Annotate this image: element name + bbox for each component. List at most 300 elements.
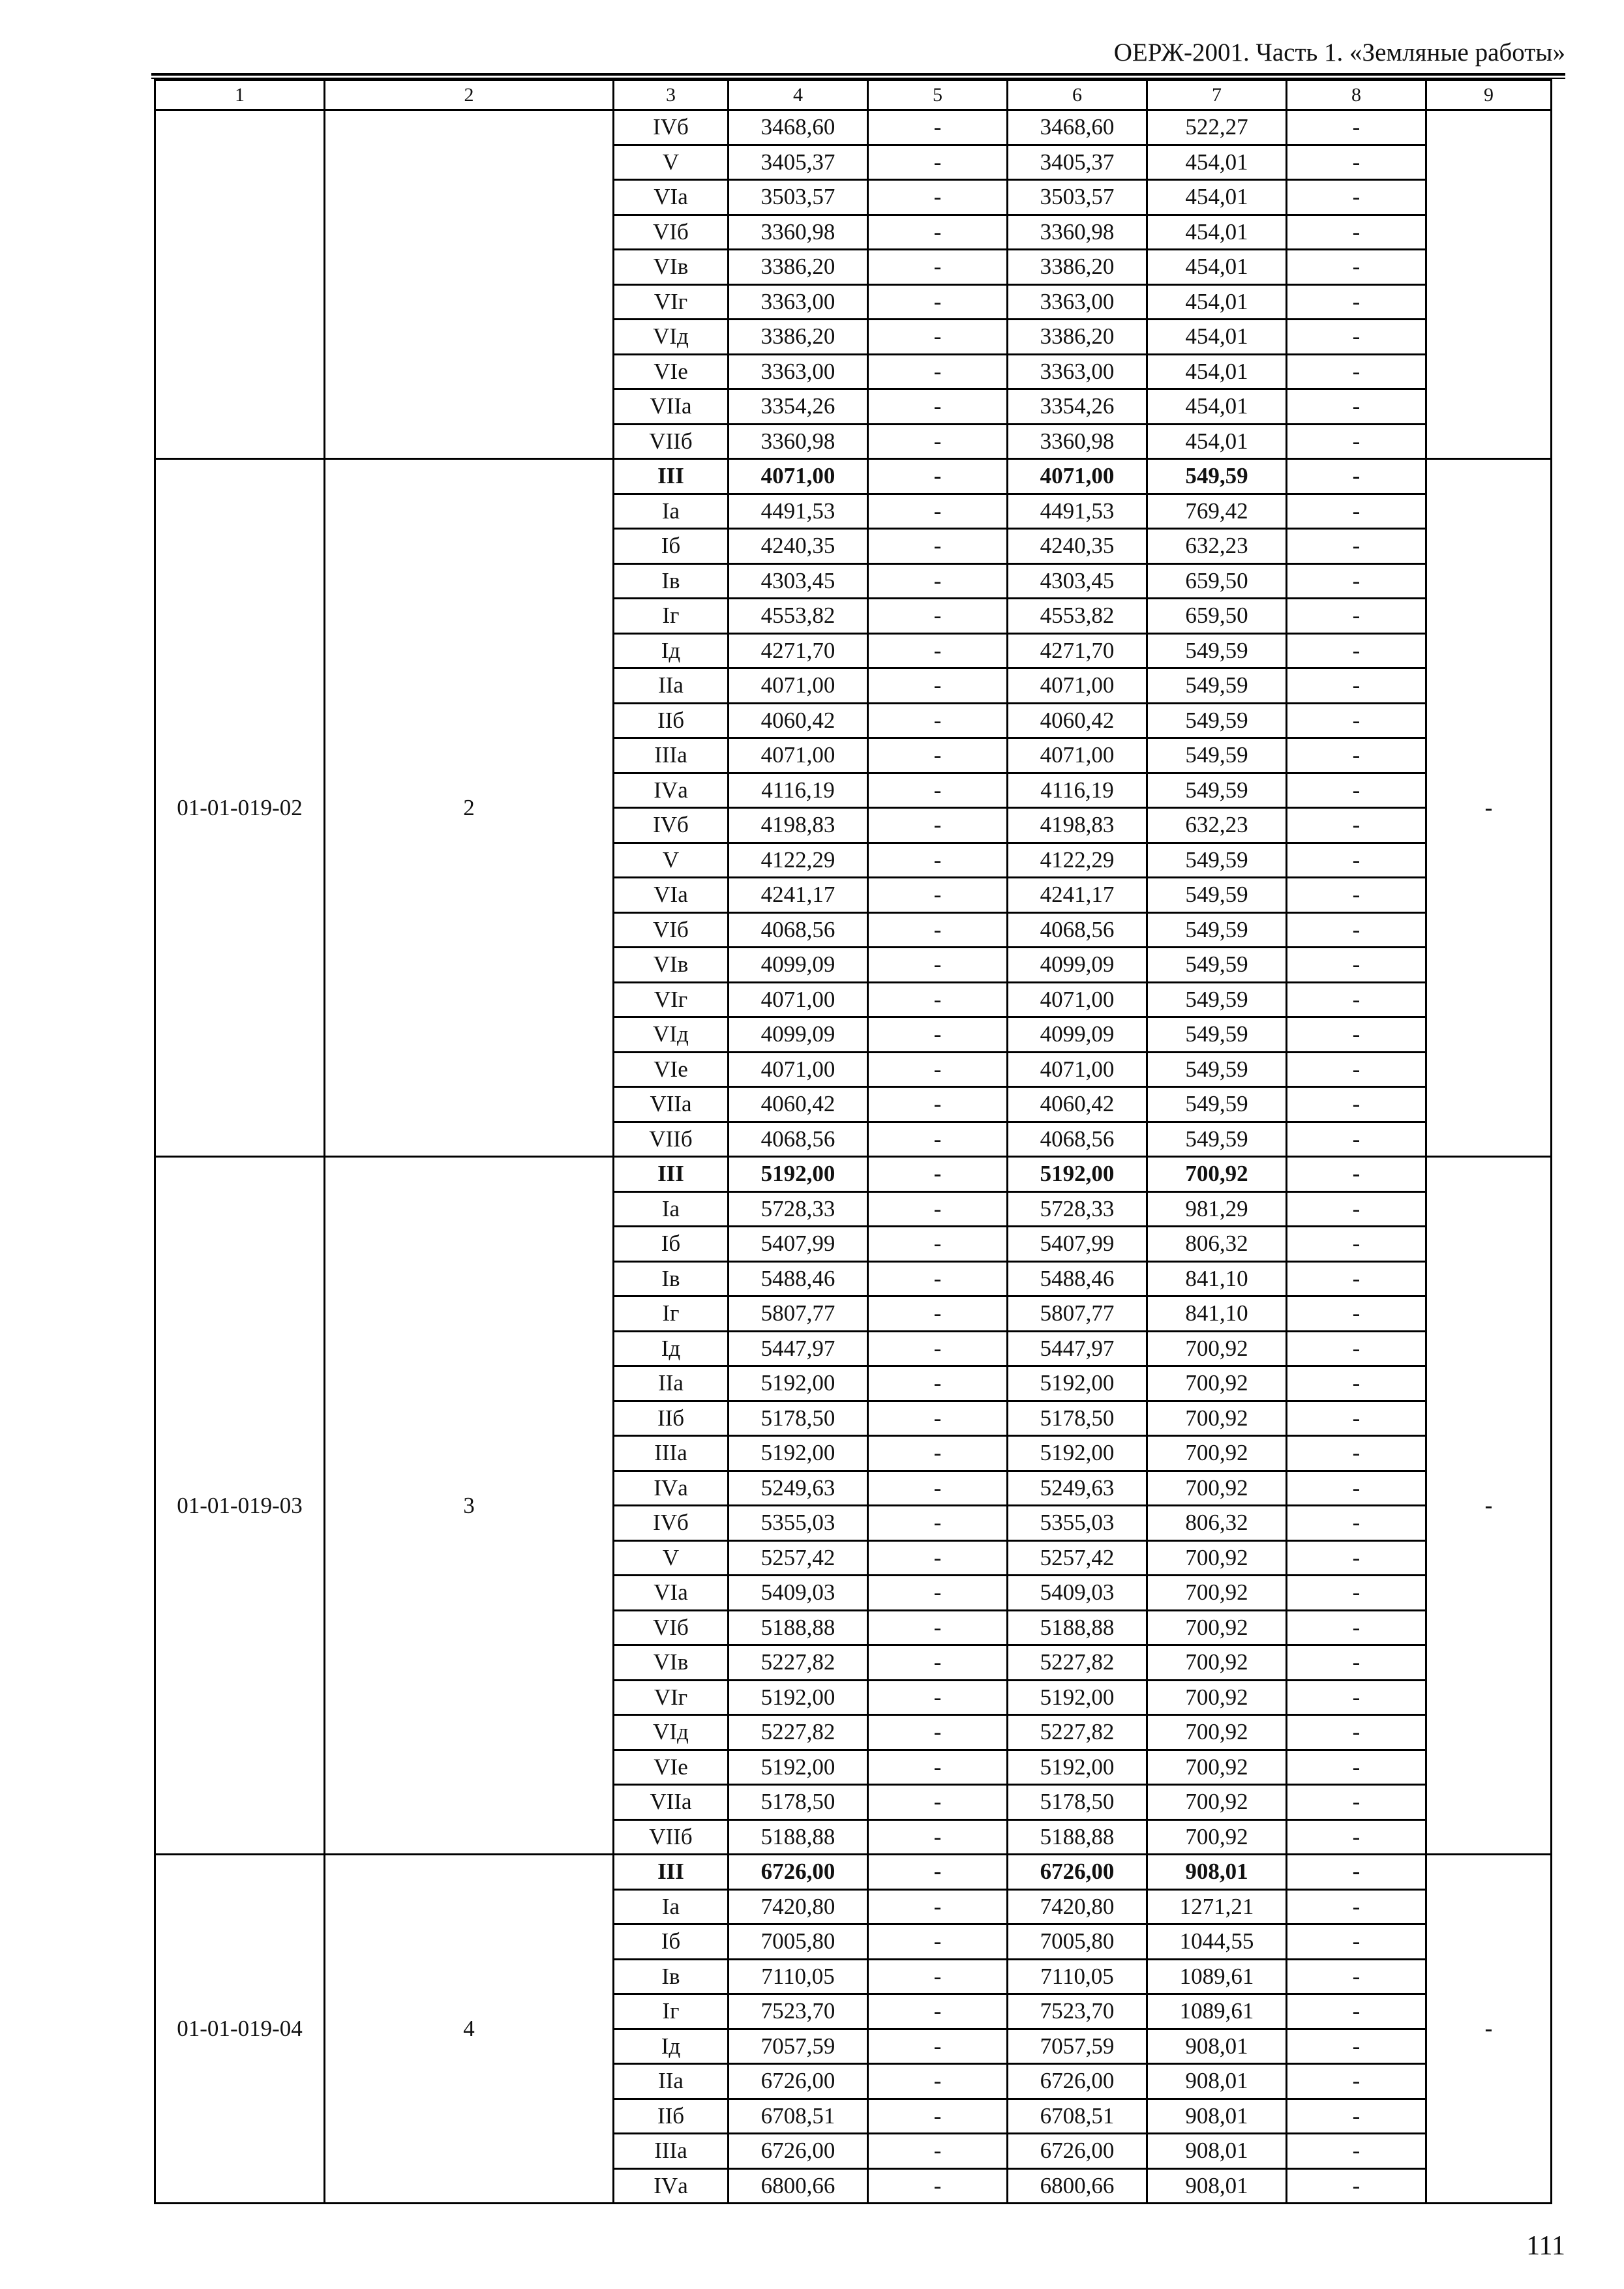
value-cell: - [1287,1506,1426,1541]
value-cell: 7005,80 [1008,1924,1147,1960]
value-cell: 4099,09 [1008,948,1147,983]
value-cell: 454,01 [1147,320,1287,355]
value-cell: 549,59 [1147,668,1287,704]
value-cell: 5227,82 [729,1715,868,1750]
value-cell: 700,92 [1147,1436,1287,1471]
soil-class-cell: VIIб [614,1122,729,1157]
column-number: 4 [729,80,868,110]
value-cell: 4060,42 [729,1087,868,1122]
value-cell: 3468,60 [1008,110,1147,145]
value-cell: 6726,00 [1008,2064,1147,2099]
value-cell: 4240,35 [729,529,868,564]
value-cell: 5409,03 [1008,1576,1147,1611]
value-cell: 3468,60 [729,110,868,145]
value-cell: - [1287,1401,1426,1436]
value-cell: - [1287,1540,1426,1576]
value-cell: - [868,1715,1008,1750]
value-cell: 7523,70 [1008,1994,1147,2029]
value-cell: 454,01 [1147,215,1287,250]
value-cell: - [1287,2168,1426,2204]
value-cell: - [1287,1645,1426,1681]
value-cell: 5257,42 [729,1540,868,1576]
value-cell: 3503,57 [729,180,868,215]
value-cell: - [1287,773,1426,808]
value-cell: - [1287,912,1426,948]
value-cell: - [1287,1122,1426,1157]
value-cell: 5728,33 [1008,1191,1147,1227]
value-cell: - [868,2168,1008,2204]
value-cell: - [868,1261,1008,1296]
value-cell: 4303,45 [729,563,868,599]
soil-class-cell: VIб [614,1610,729,1645]
value-cell: - [868,563,1008,599]
rate-code-cell: 01-01-019-03 [155,1157,325,1855]
column-number: 9 [1426,80,1552,110]
value-cell: 3405,37 [729,145,868,180]
value-cell: 454,01 [1147,389,1287,425]
soil-class-cell: VIд [614,1017,729,1053]
soil-class-cell: VIIб [614,1819,729,1855]
value-cell: 3360,98 [1008,424,1147,459]
soil-class-cell: III [614,1855,729,1890]
value-cell: 4116,19 [729,773,868,808]
value-cell: - [1287,529,1426,564]
value-cell: 5407,99 [729,1227,868,1262]
soil-class-cell: Iв [614,563,729,599]
value-cell: - [868,459,1008,494]
value-cell: - [1287,1017,1426,1053]
value-cell: 700,92 [1147,1471,1287,1506]
soil-class-cell: Iд [614,2029,729,2064]
soil-class-cell: Iа [614,1889,729,1924]
value-cell: 549,59 [1147,948,1287,983]
header-rule-thick [151,73,1565,76]
soil-class-cell: IVа [614,2168,729,2204]
soil-class-cell: IVа [614,1471,729,1506]
value-cell: - [868,1889,1008,1924]
value-cell: 5188,88 [1008,1819,1147,1855]
value-cell: - [868,250,1008,285]
rate-name-cell: 2 [325,459,614,1157]
value-cell: 5728,33 [729,1191,868,1227]
value-cell: 7420,80 [1008,1889,1147,1924]
soil-class-cell: IIб [614,703,729,738]
value-cell: - [868,389,1008,425]
value-cell: - [1287,424,1426,459]
value-cell: 6800,66 [729,2168,868,2204]
value-cell: - [1287,1191,1426,1227]
value-cell: - [1287,1715,1426,1750]
value-cell: 3354,26 [729,389,868,425]
value-cell: 5407,99 [1008,1227,1147,1262]
value-cell: 3363,00 [1008,354,1147,389]
soil-class-cell: IIа [614,1366,729,1401]
value-cell: - [1287,2029,1426,2064]
value-cell: - [868,215,1008,250]
value-cell: 5192,00 [729,1680,868,1715]
soil-class-cell: VIв [614,1645,729,1681]
soil-class-cell: Iг [614,1296,729,1332]
value-cell: 4071,00 [1008,668,1147,704]
column-number: 1 [155,80,325,110]
value-cell: 4271,70 [729,633,868,668]
soil-class-cell: VIIб [614,424,729,459]
value-cell: - [1287,145,1426,180]
soil-class-cell: IIIа [614,738,729,773]
value-cell: - [868,703,1008,738]
value-cell: 3363,00 [729,354,868,389]
value-cell: 522,27 [1147,110,1287,145]
value-cell: 6800,66 [1008,2168,1147,2204]
value-cell: 549,59 [1147,1017,1287,1053]
value-cell: - [868,773,1008,808]
value-cell: - [868,599,1008,634]
value-cell: 549,59 [1147,773,1287,808]
value-cell: 5188,88 [729,1610,868,1645]
value-cell: 3386,20 [729,320,868,355]
value-cell: - [1287,843,1426,878]
value-cell: 981,29 [1147,1191,1287,1227]
value-cell: - [868,2064,1008,2099]
value-cell: - [1287,215,1426,250]
value-cell: 4198,83 [1008,808,1147,843]
value-cell: 5227,82 [1008,1645,1147,1681]
value-cell: 4071,00 [1008,1052,1147,1087]
value-cell: 908,01 [1147,2029,1287,2064]
value-cell: - [868,1122,1008,1157]
soil-class-cell: IIб [614,2099,729,2134]
value-cell: 769,42 [1147,494,1287,529]
column-number: 5 [868,80,1008,110]
column-number: 7 [1147,80,1287,110]
soil-class-cell: VIIа [614,1785,729,1820]
value-cell: 806,32 [1147,1506,1287,1541]
value-cell: 700,92 [1147,1157,1287,1192]
value-cell: - [868,1017,1008,1053]
value-cell: 632,23 [1147,529,1287,564]
value-cell: 4071,00 [729,982,868,1017]
value-cell: 5488,46 [729,1261,868,1296]
value-cell: 632,23 [1147,808,1287,843]
soil-class-cell: VIв [614,250,729,285]
value-cell: 3386,20 [1008,320,1147,355]
value-cell: - [868,1924,1008,1960]
value-cell: 454,01 [1147,250,1287,285]
soil-class-cell: VIд [614,1715,729,1750]
value-cell: - [868,1052,1008,1087]
table-row [155,1157,1552,1192]
soil-class-cell: VIе [614,1052,729,1087]
value-cell: 549,59 [1147,878,1287,913]
value-cell: - [1287,494,1426,529]
value-cell: 3360,98 [729,215,868,250]
value-cell: - [1287,1610,1426,1645]
value-cell: 5192,00 [729,1750,868,1785]
value-cell: 4271,70 [1008,633,1147,668]
soil-class-cell: III [614,459,729,494]
value-cell: 4241,17 [729,878,868,913]
value-cell: - [868,2134,1008,2169]
value-cell: 7110,05 [729,1959,868,1994]
soil-class-cell: IVб [614,1506,729,1541]
value-cell: - [1287,1227,1426,1262]
value-cell: - [1287,563,1426,599]
value-cell: 4071,00 [729,668,868,704]
value-cell: 5188,88 [1008,1610,1147,1645]
value-cell: 4553,82 [1008,599,1147,634]
value-cell: 5192,00 [1008,1366,1147,1401]
value-cell: - [1287,1889,1426,1924]
soil-class-cell: VIе [614,1750,729,1785]
value-cell: 3363,00 [1008,284,1147,320]
soil-class-cell: VIа [614,878,729,913]
value-cell: 841,10 [1147,1261,1287,1296]
value-cell: 549,59 [1147,912,1287,948]
column-9-cell: - [1426,1855,1552,2204]
value-cell: 4099,09 [729,1017,868,1053]
value-cell: - [868,808,1008,843]
value-cell: - [1287,1296,1426,1332]
soil-class-cell: Iг [614,599,729,634]
value-cell: 5249,63 [729,1471,868,1506]
value-cell: - [1287,1785,1426,1820]
value-cell: - [1287,633,1426,668]
value-cell: - [868,1576,1008,1611]
value-cell: 4553,82 [729,599,868,634]
value-cell: 4060,42 [1008,1087,1147,1122]
value-cell: 5192,00 [1008,1680,1147,1715]
value-cell: - [868,912,1008,948]
value-cell: 6708,51 [729,2099,868,2134]
value-cell: 4068,56 [1008,1122,1147,1157]
soil-class-cell: Iб [614,1924,729,1960]
soil-class-cell: Iд [614,1331,729,1366]
soil-class-cell: IIIа [614,2134,729,2169]
table-row [155,1855,1552,1890]
value-cell: - [1287,1750,1426,1785]
value-cell: 1089,61 [1147,1959,1287,1994]
value-cell: - [1287,2099,1426,2134]
page-header-title: ОЕРЖ-2001. Часть 1. «Земляные работы» [1113,38,1565,67]
value-cell: 4122,29 [1008,843,1147,878]
value-cell: 6726,00 [1008,1855,1147,1890]
value-cell: - [868,878,1008,913]
value-cell: - [868,668,1008,704]
value-cell: 700,92 [1147,1680,1287,1715]
value-cell: 3386,20 [1008,250,1147,285]
value-cell: - [1287,808,1426,843]
column-9-cell: - [1426,459,1552,1157]
value-cell: 3405,37 [1008,145,1147,180]
value-cell: 5192,00 [1008,1750,1147,1785]
value-cell: - [868,354,1008,389]
value-cell: - [868,1750,1008,1785]
value-cell: 700,92 [1147,1366,1287,1401]
value-cell: - [1287,250,1426,285]
value-cell: - [1287,599,1426,634]
soil-class-cell: VIг [614,982,729,1017]
soil-class-cell: Iа [614,1191,729,1227]
value-cell: - [1287,1924,1426,1960]
soil-class-cell: Iв [614,1261,729,1296]
soil-class-cell: V [614,145,729,180]
value-cell: 1271,21 [1147,1889,1287,1924]
value-cell: 5355,03 [1008,1506,1147,1541]
value-cell: 7110,05 [1008,1959,1147,1994]
value-cell: 700,92 [1147,1610,1287,1645]
value-cell: - [1287,180,1426,215]
value-cell: - [868,1994,1008,2029]
value-cell: - [868,1819,1008,1855]
soil-class-cell: IIа [614,2064,729,2099]
value-cell: 659,50 [1147,599,1287,634]
value-cell: - [1287,738,1426,773]
soil-class-cell: VIд [614,320,729,355]
value-cell: - [1287,948,1426,983]
value-cell: - [868,494,1008,529]
value-cell: - [1287,1576,1426,1611]
value-cell: 6726,00 [729,1855,868,1890]
soil-class-cell: III [614,1157,729,1192]
value-cell: 4491,53 [729,494,868,529]
value-cell: - [868,1610,1008,1645]
value-cell: 4071,00 [729,738,868,773]
value-cell: - [868,1855,1008,1890]
value-cell: 806,32 [1147,1227,1287,1262]
value-cell: 4099,09 [729,948,868,983]
value-cell: 4122,29 [729,843,868,878]
value-cell: - [868,1227,1008,1262]
soil-class-cell: IIIа [614,1436,729,1471]
value-cell: - [868,1959,1008,1994]
value-cell: 7005,80 [729,1924,868,1960]
value-cell: 454,01 [1147,284,1287,320]
soil-class-cell: Iа [614,494,729,529]
column-number: 8 [1287,80,1426,110]
value-cell: 3363,00 [729,284,868,320]
value-cell: - [868,1540,1008,1576]
value-cell: 5192,00 [729,1366,868,1401]
value-cell: - [1287,982,1426,1017]
value-cell: - [1287,703,1426,738]
value-cell: - [868,1157,1008,1192]
value-cell: - [1287,1471,1426,1506]
value-cell: 6708,51 [1008,2099,1147,2134]
value-cell: - [1287,1331,1426,1366]
value-cell: 549,59 [1147,1087,1287,1122]
value-cell: - [1287,320,1426,355]
value-cell: 549,59 [1147,703,1287,738]
value-cell: 4060,42 [729,703,868,738]
value-cell: - [868,1680,1008,1715]
value-cell: 7057,59 [729,2029,868,2064]
value-cell: 4099,09 [1008,1017,1147,1053]
value-cell: 549,59 [1147,1122,1287,1157]
soil-class-cell: VIг [614,284,729,320]
value-cell: - [1287,2134,1426,2169]
table-row [155,110,1552,145]
soil-class-cell: Iв [614,1959,729,1994]
soil-class-cell: VIIа [614,1087,729,1122]
soil-class-cell: VIг [614,1680,729,1715]
value-cell: - [1287,878,1426,913]
value-cell: - [868,110,1008,145]
value-cell: 4071,00 [1008,982,1147,1017]
value-cell: 5178,50 [729,1401,868,1436]
value-cell: 7523,70 [729,1994,868,2029]
value-cell: 7420,80 [729,1889,868,1924]
value-cell: - [868,1331,1008,1366]
value-cell: 5355,03 [729,1506,868,1541]
value-cell: - [1287,354,1426,389]
value-cell: 549,59 [1147,1052,1287,1087]
value-cell: 908,01 [1147,2064,1287,2099]
rate-code-cell: 01-01-019-02 [155,459,325,1157]
value-cell: - [868,1087,1008,1122]
value-cell: - [1287,1261,1426,1296]
value-cell: - [868,1191,1008,1227]
value-cell: - [868,1645,1008,1681]
value-cell: - [1287,668,1426,704]
soil-class-cell: IIб [614,1401,729,1436]
soil-class-cell: VIIа [614,389,729,425]
value-cell: 5249,63 [1008,1471,1147,1506]
value-cell: 3386,20 [729,250,868,285]
soil-class-cell: Iб [614,529,729,564]
soil-class-cell: Iд [614,633,729,668]
value-cell: - [868,1785,1008,1820]
soil-class-cell: Iг [614,1994,729,2029]
value-cell: 700,92 [1147,1576,1287,1611]
value-cell: - [868,1471,1008,1506]
value-cell: 700,92 [1147,1401,1287,1436]
value-cell: - [868,2099,1008,2134]
value-cell: - [1287,1959,1426,1994]
value-cell: 659,50 [1147,563,1287,599]
rate-code-cell [155,110,325,459]
value-cell: 6726,00 [729,2064,868,2099]
value-cell: 700,92 [1147,1645,1287,1681]
value-cell: - [1287,389,1426,425]
value-cell: 700,92 [1147,1331,1287,1366]
value-cell: 5178,50 [1008,1401,1147,1436]
soil-class-cell: VIа [614,180,729,215]
value-cell: 5447,97 [1008,1331,1147,1366]
value-cell: 5807,77 [729,1296,868,1332]
value-cell: - [868,1436,1008,1471]
value-cell: 549,59 [1147,633,1287,668]
value-cell: 5178,50 [729,1785,868,1820]
value-cell: 4068,56 [729,912,868,948]
rate-code-cell: 01-01-019-04 [155,1855,325,2204]
value-cell: 700,92 [1147,1750,1287,1785]
value-cell: 4198,83 [729,808,868,843]
value-cell: 4068,56 [729,1122,868,1157]
value-cell: 700,92 [1147,1540,1287,1576]
value-cell: 549,59 [1147,982,1287,1017]
rate-name-cell: 4 [325,1855,614,2204]
value-cell: 454,01 [1147,354,1287,389]
value-cell: 841,10 [1147,1296,1287,1332]
value-cell: 4491,53 [1008,494,1147,529]
value-cell: 3360,98 [729,424,868,459]
value-cell: 5257,42 [1008,1540,1147,1576]
value-cell: 5192,00 [729,1436,868,1471]
soil-class-cell: VIб [614,912,729,948]
value-cell: 4116,19 [1008,773,1147,808]
value-cell: 1044,55 [1147,1924,1287,1960]
value-cell: - [868,284,1008,320]
